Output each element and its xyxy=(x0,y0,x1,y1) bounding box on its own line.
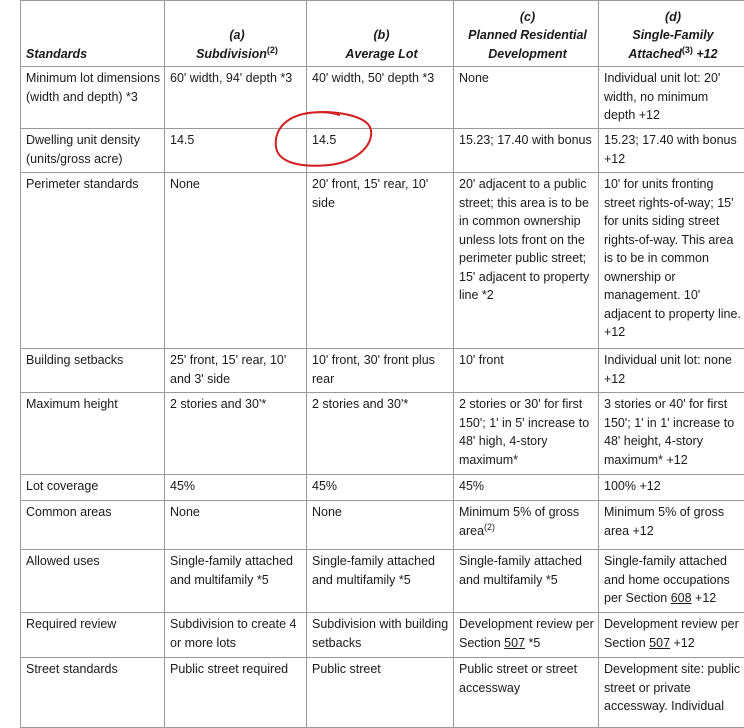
header-subdivision xyxy=(165,1,307,67)
header-d-title-2: Attached xyxy=(628,47,681,61)
cell-d: 3 stories or 40' for first 150'; 1' in 1' increase to 48' height, 4-story maximum* +12 xyxy=(599,393,744,475)
cell-c: 2 stories or 30' for first 150'; 1' in 5' increase to 48' high, 4-story maximum* xyxy=(454,393,599,475)
cell-a: Single-family attached and multifamily *5 xyxy=(165,550,307,613)
row-allowed-uses xyxy=(21,550,744,613)
row-perimeter xyxy=(21,173,744,349)
cell-b: 20' front, 15' rear, 10' side xyxy=(307,173,454,349)
cell-c: 10' front xyxy=(454,349,599,393)
cell-c: Single-family attached and multifamily *5 xyxy=(454,550,599,613)
row-label: Street standards xyxy=(21,658,165,728)
cell-a: 25' front, 15' rear, 10' and 3' side xyxy=(165,349,307,393)
row-density xyxy=(21,129,744,173)
cell-d-suffix: +12 xyxy=(692,591,717,605)
section-507-link[interactable]: 507 xyxy=(504,636,525,650)
cell-c: 20' adjacent to a public street; this area is to be in common ownership unless lots front on the perimeter public street; 15' adjacent to property line *2 xyxy=(454,173,599,349)
row-label: Minimum lot dimensions (width and depth) *3 xyxy=(21,67,165,129)
row-label: Dwelling unit density (units/gross acre) xyxy=(21,129,165,173)
cell-d: Individual unit lot: none +12 xyxy=(599,349,744,393)
cell-d: Minimum 5% of gross area +12 xyxy=(599,501,744,550)
section-507-link[interactable]: 507 xyxy=(649,636,670,650)
header-row xyxy=(21,1,744,67)
row-required-review xyxy=(21,613,744,658)
cell-a: 14.5 xyxy=(165,129,307,173)
cell-a: None xyxy=(165,501,307,550)
standards-table xyxy=(20,0,744,728)
row-label: Lot coverage xyxy=(21,475,165,501)
section-608-link[interactable]: 608 xyxy=(671,591,692,605)
row-minimum-lot xyxy=(21,67,744,129)
row-lot-coverage xyxy=(21,475,744,501)
header-single-family-attached xyxy=(599,1,744,67)
header-d-suffix: +12 xyxy=(693,47,718,61)
row-label: Maximum height xyxy=(21,393,165,475)
cell-d: 10' for units fronting street rights-of-way; 15' for units siding street rights-of-way. This area is to be in common ownership or management. 10' adjacent to property line. +12 xyxy=(599,173,744,349)
cell-c-suffix: *5 xyxy=(525,636,540,650)
cell-d-text: Development review per Section xyxy=(604,617,739,650)
cell-a: 60' width, 94' depth *3 xyxy=(165,67,307,129)
row-label: Perimeter standards xyxy=(21,173,165,349)
cell-c: 15.23; 17.40 with bonus xyxy=(454,129,599,173)
row-label: Common areas xyxy=(21,501,165,550)
cell-a: 45% xyxy=(165,475,307,501)
cell-d-text: Single-family attached and home occupations per Section xyxy=(604,554,730,605)
cell-c: 45% xyxy=(454,475,599,501)
row-setbacks xyxy=(21,349,744,393)
header-c-letter: (c) xyxy=(459,8,596,27)
row-common-areas xyxy=(21,501,744,550)
row-max-height xyxy=(21,393,744,475)
cell-b: None xyxy=(307,501,454,550)
header-standards-text: Standards xyxy=(26,47,87,61)
cell-b: 2 stories and 30'* xyxy=(307,393,454,475)
cell-c: Public street or street accessway xyxy=(454,658,599,728)
cell-b: 45% xyxy=(307,475,454,501)
cell-b: 14.5 xyxy=(307,129,454,173)
header-a-letter: (a) xyxy=(170,26,304,45)
cell-a: None xyxy=(165,173,307,349)
footnote-ref: (2) xyxy=(484,521,495,531)
cell-d: Individual unit lot: 20' width, no minimum depth +12 xyxy=(599,67,744,129)
header-a-title: Subdivision xyxy=(196,47,267,61)
cell-c-text: Minimum 5% of gross area xyxy=(459,505,579,538)
cell-b: Subdivision with building setbacks xyxy=(307,613,454,658)
cell-c: None xyxy=(454,67,599,129)
cell-b: Public street xyxy=(307,658,454,728)
header-b-letter: (b) xyxy=(312,26,451,45)
cell-b: 40' width, 50' depth *3 xyxy=(307,67,454,129)
header-c-title-1: Planned Residential xyxy=(459,26,596,45)
cell-d: 100% +12 xyxy=(599,475,744,501)
row-label: Required review xyxy=(21,613,165,658)
header-d-title-1: Single-Family xyxy=(604,26,742,45)
row-label: Allowed uses xyxy=(21,550,165,613)
cell-d xyxy=(599,550,744,613)
cell-b: Single-family attached and multifamily *5 xyxy=(307,550,454,613)
cell-d xyxy=(599,613,744,658)
cell-a: Public street required xyxy=(165,658,307,728)
cell-d: Development site: public street or private accessway. Individual xyxy=(599,658,744,728)
header-d-letter: (d) xyxy=(604,8,742,27)
header-c-title-2: Development xyxy=(459,45,596,64)
header-average-lot xyxy=(307,1,454,67)
header-planned-residential xyxy=(454,1,599,67)
row-street-standards xyxy=(21,658,744,728)
cell-c-text: Development review per Section xyxy=(459,617,594,650)
row-label: Building setbacks xyxy=(21,349,165,393)
cell-d: 15.23; 17.40 with bonus +12 xyxy=(599,129,744,173)
cell-a: Subdivision to create 4 or more lots xyxy=(165,613,307,658)
header-standards xyxy=(21,1,165,67)
header-a-sup: (2) xyxy=(267,44,278,54)
cell-c xyxy=(454,501,599,550)
cell-b: 10' front, 30' front plus rear xyxy=(307,349,454,393)
cell-c xyxy=(454,613,599,658)
header-b-title: Average Lot xyxy=(345,47,417,61)
cell-d-suffix: +12 xyxy=(670,636,695,650)
header-d-sup: (3) xyxy=(682,44,693,54)
cell-a: 2 stories and 30'* xyxy=(165,393,307,475)
